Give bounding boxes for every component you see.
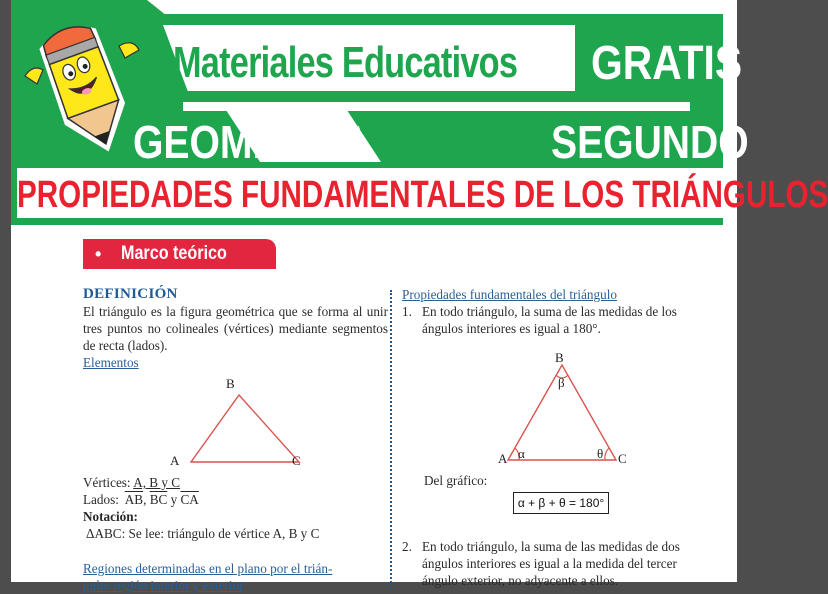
vertices-row: Vértices: A, B y C — [83, 475, 181, 490]
vertex-a-label: A — [170, 453, 180, 468]
side-bc: $\overline{BC}$ — [149, 492, 168, 507]
elements-link[interactable]: Elementos — [83, 355, 139, 370]
property-item-1: 1. En todo triángulo, la suma de las medidas de los ángulos interiores es igual a 180°. — [402, 304, 677, 336]
subject-label: GEOMETRIA — [133, 116, 370, 168]
angle-theta-label: θ — [597, 446, 604, 461]
regions-link[interactable]: Regiones determinadas en el plano por el trián- — [83, 561, 333, 576]
site-title: Materiales Educativos — [173, 38, 518, 87]
elements-details — [83, 474, 388, 594]
angle-alpha-label: α — [518, 446, 525, 461]
right-column — [402, 286, 712, 337]
vertex-b-label-2: B — [555, 350, 564, 365]
side-ab: $\overline{AB}$ — [124, 492, 144, 507]
left-column — [83, 286, 388, 371]
definition-text: El triángulo es la figura geométrica que se forma al unir tres puntos no colineales (vértices) mediante segmentos de recta (lados). — [83, 304, 388, 353]
side-ca: $\overline{CA}$ — [180, 492, 199, 507]
grade-label: SEGUNDO — [551, 116, 749, 168]
pencil-mascot-icon — [23, 6, 143, 156]
banner-top-strip — [147, 0, 732, 14]
notation-text: ΔABC: Se lee: triángulo de vértice A, B y C — [86, 526, 320, 541]
triangle-figure-elements — [161, 375, 331, 470]
header-banner — [11, 0, 828, 230]
vertex-c-label-2: C — [618, 451, 627, 466]
mid-white-strip — [183, 102, 690, 111]
section-badge — [83, 239, 276, 269]
bullet-icon: • — [95, 243, 102, 264]
definition-heading: DEFINICIÓN — [83, 286, 178, 302]
section-badge-label: Marco teórico — [121, 243, 228, 264]
vertex-c-label: C — [292, 453, 301, 468]
vertex-b-label: B — [226, 376, 235, 391]
property-item-2: 2. En todo triángulo, la suma de las medidas de dos ángulos interiores es igual a la medida del tercer ángulo exterior, no adyacente a ellos. — [402, 539, 680, 588]
formula-box: α + β + θ = 180° — [513, 492, 609, 514]
sides-row: Lados: $\overline{AB}$, $\overline{BC}$ y $\overline{CA}$ — [83, 492, 199, 507]
angle-beta-label: β — [558, 375, 565, 390]
vertices-value: A, B y C — [133, 475, 181, 490]
free-label: GRATIS — [591, 37, 743, 90]
column-divider — [390, 290, 392, 590]
regions-link-cont[interactable]: gulo: región interior y exterior — [83, 578, 244, 593]
vertex-a-label-2: A — [498, 451, 508, 466]
properties-link[interactable]: Propiedades fundamentales del triángulo — [402, 287, 617, 302]
document-page — [11, 0, 828, 593]
notation-label: Notación: — [83, 509, 138, 524]
topic-title: PROPIEDADES FUNDAMENTALES DE LOS TRIÁNGULOS — [17, 174, 828, 216]
from-graph-label: Del gráfico: — [424, 473, 488, 488]
